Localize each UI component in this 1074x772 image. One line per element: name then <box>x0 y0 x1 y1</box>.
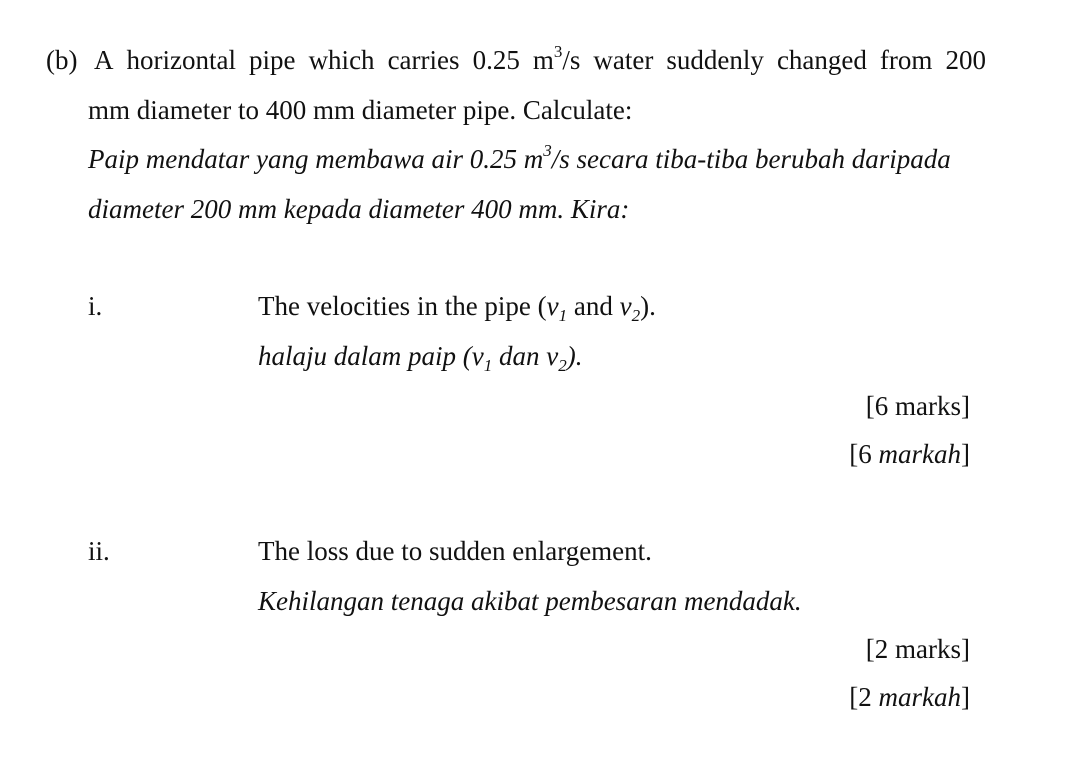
malay-line-1-post: /s secara tiba-tiba berubah daripada <box>551 144 951 174</box>
item-number-i: i. <box>88 291 103 321</box>
question-malay-line-2: diameter 200 mm kepada diameter 400 mm. Kira: <box>88 194 630 224</box>
item-ii-marks-malay <box>849 681 970 713</box>
item-i-english-post: ). <box>640 291 656 321</box>
word: A <box>94 45 114 75</box>
item-i-malay-post: ). <box>566 341 583 371</box>
flow-value: 0.25 <box>472 45 520 75</box>
malay-v2-sub: 2 <box>558 356 567 375</box>
item-i-english <box>258 290 656 326</box>
marks-open: [6 <box>849 439 879 469</box>
item-i-marks-malay <box>849 438 970 470</box>
item-number-ii: ii. <box>88 536 110 566</box>
malay-v1-base: v <box>471 341 484 371</box>
malay-unit-exponent: 3 <box>543 141 552 160</box>
word: water <box>593 45 654 75</box>
question-malay-line-1 <box>88 143 951 175</box>
malay-v2-base: v <box>546 341 559 371</box>
item-i-english-pre: The velocities in the pipe ( <box>258 291 547 321</box>
unit-base: m <box>532 45 554 75</box>
malay-line-1-pre: Paip mendatar yang membawa air 0.25 m <box>88 144 544 174</box>
marks-word: markah <box>878 682 961 712</box>
v2-sub: 2 <box>631 306 641 325</box>
v2-symbol <box>619 291 641 325</box>
flow-unit <box>533 44 581 76</box>
part-label: (b) <box>46 45 78 75</box>
item-i-malay-pre: halaju dalam paip ( <box>258 341 472 371</box>
marks-close: ] <box>961 682 970 712</box>
word: horizontal <box>126 45 236 75</box>
word: which <box>308 45 375 75</box>
item-i-malay-mid: dan <box>492 341 547 371</box>
word: pipe <box>249 45 296 75</box>
item-i-english-mid: and <box>567 291 620 321</box>
malay-v1-sub: 1 <box>483 356 493 375</box>
question-english-line-2: mm diameter to 400 mm diameter pipe. Calculate: <box>88 95 633 125</box>
marks-close: ] <box>961 439 970 469</box>
unit-exponent: 3 <box>553 42 563 61</box>
item-i-marks-english: [6 marks] <box>865 391 970 421</box>
word: suddenly <box>666 45 764 75</box>
marks-word: markah <box>878 439 961 469</box>
word: from <box>879 45 933 75</box>
question-english-line-1 <box>94 44 986 76</box>
v1-symbol <box>546 291 568 325</box>
item-i-malay <box>258 340 582 376</box>
v2-base: v <box>619 291 632 321</box>
word: carries <box>387 45 460 75</box>
v1-base: v <box>546 291 559 321</box>
unit-rest: /s <box>562 45 581 75</box>
item-ii-marks-english: [2 marks] <box>865 634 970 664</box>
item-ii-english: The loss due to sudden enlargement. <box>258 536 652 566</box>
word: changed <box>776 45 867 75</box>
word: 200 <box>945 45 986 75</box>
item-ii-malay: Kehilangan tenaga akibat pembesaran mendadak. <box>258 586 802 616</box>
v1-sub: 1 <box>558 306 568 325</box>
marks-open: [2 <box>849 682 879 712</box>
